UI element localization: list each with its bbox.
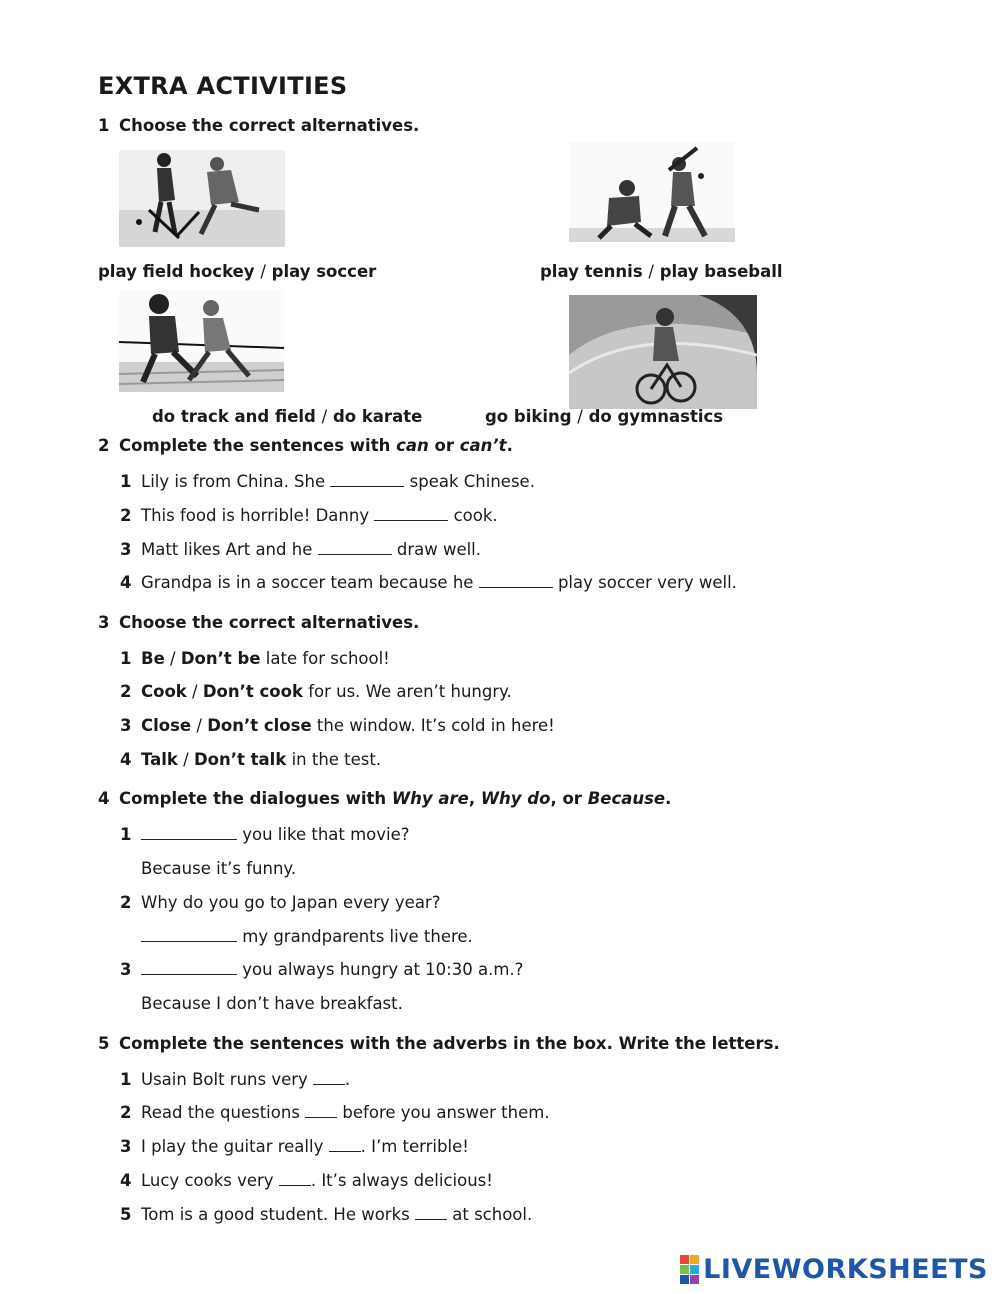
field-hockey-illustration	[119, 150, 285, 247]
section-4-heading: 4 Complete the dialogues with Why are, Why do, or Because.	[98, 789, 672, 808]
option-a[interactable]: Be	[141, 649, 165, 668]
answer-blank[interactable]	[141, 927, 237, 942]
option-a[interactable]: play field hockey	[98, 262, 255, 281]
section-5-heading: 5 Complete the sentences with the adverbs in the box. Write the letters.	[98, 1034, 780, 1053]
answer-blank[interactable]	[279, 1171, 311, 1186]
exercise-4-item-3-question: 3 you always hungry at 10:30 a.m.?	[120, 960, 524, 979]
exercise-5-item-3: 3 I play the guitar really . I’m terrible!	[120, 1137, 469, 1156]
answer-blank[interactable]	[374, 506, 448, 521]
option-b[interactable]: play soccer	[271, 262, 377, 281]
choice-item-3: do track and field / do karate	[152, 407, 423, 426]
logo-text: LIVEWORKSHEETS	[703, 1253, 988, 1285]
exercise-4-item-1-question: 1 you like that movie?	[120, 825, 410, 844]
exercise-3-item-1: 1 Be / Don’t be late for school!	[120, 649, 390, 668]
answer-blank[interactable]	[313, 1070, 345, 1085]
track-and-field-illustration	[119, 290, 284, 392]
answer-blank[interactable]	[329, 1137, 361, 1152]
option-a[interactable]: do track and field	[152, 407, 316, 426]
liveworksheets-logo[interactable]	[680, 1254, 988, 1284]
option-a[interactable]: Talk	[141, 750, 178, 769]
option-b[interactable]: Don’t cook	[202, 682, 303, 701]
biking-illustration	[569, 295, 757, 409]
section-1-heading: 1 Choose the correct alternatives.	[98, 116, 420, 135]
baseball-illustration	[569, 142, 735, 242]
exercise-5-item-5: 5 Tom is a good student. He works at school.	[120, 1205, 533, 1224]
answer-blank[interactable]	[415, 1205, 447, 1220]
option-b[interactable]: Don’t close	[207, 716, 312, 735]
section-2-heading: 2 Complete the sentences with can or can’t.	[98, 436, 513, 455]
exercise-5-item-4: 4 Lucy cooks very . It’s always delicious!	[120, 1171, 493, 1190]
choice-item-1: play field hockey / play soccer	[98, 262, 377, 281]
option-b[interactable]: Don’t talk	[193, 750, 287, 769]
choice-item-2: play tennis / play baseball	[540, 262, 783, 281]
answer-blank[interactable]	[305, 1103, 337, 1118]
option-b[interactable]: Don’t be	[180, 649, 261, 668]
exercise-3-item-2: 2 Cook / Don’t cook for us. We aren’t hungry.	[120, 682, 512, 701]
page-title: EXTRA ACTIVITIES	[98, 72, 348, 100]
exercise-4-item-2-question: 2 Why do you go to Japan every year?	[120, 893, 441, 912]
answer-blank[interactable]	[479, 573, 553, 588]
option-a[interactable]: go biking	[485, 407, 572, 426]
answer-blank[interactable]	[318, 540, 392, 555]
exercise-2-item-3: 3 Matt likes Art and he draw well.	[120, 540, 482, 559]
option-a[interactable]: Close	[141, 716, 192, 735]
exercise-4-item-3-answer: Because I don’t have breakfast.	[141, 994, 403, 1013]
answer-blank[interactable]	[141, 960, 237, 975]
exercise-3-item-4: 4 Talk / Don’t talk in the test.	[120, 750, 382, 769]
answer-blank[interactable]	[141, 825, 237, 840]
exercise-3-item-3: 3 Close / Don’t close the window. It’s cold in here!	[120, 716, 555, 735]
option-b[interactable]: play baseball	[659, 262, 783, 281]
liveworksheets-logo-icon	[680, 1255, 699, 1284]
exercise-2-item-2: 2 This food is horrible! Danny cook.	[120, 506, 498, 525]
exercise-5-item-2: 2 Read the questions before you answer them.	[120, 1103, 550, 1122]
exercise-4-item-2-answer: my grandparents live there.	[141, 927, 473, 946]
option-b[interactable]: do gymnastics	[588, 407, 724, 426]
exercise-5-item-1: 1 Usain Bolt runs very .	[120, 1070, 351, 1089]
option-b[interactable]: do karate	[332, 407, 423, 426]
exercise-2-item-1: 1 Lily is from China. She speak Chinese.	[120, 472, 535, 491]
section-number: 1	[98, 116, 110, 135]
exercise-2-item-4: 4 Grandpa is in a soccer team because he play soccer very well.	[120, 573, 737, 592]
choice-item-4: go biking / do gymnastics	[485, 407, 724, 426]
option-a[interactable]: Cook	[141, 682, 187, 701]
section-3-heading: 3 Choose the correct alternatives.	[98, 613, 420, 632]
exercise-4-item-1-answer: Because it’s funny.	[141, 859, 297, 878]
option-a[interactable]: play tennis	[540, 262, 643, 281]
answer-blank[interactable]	[330, 472, 404, 487]
